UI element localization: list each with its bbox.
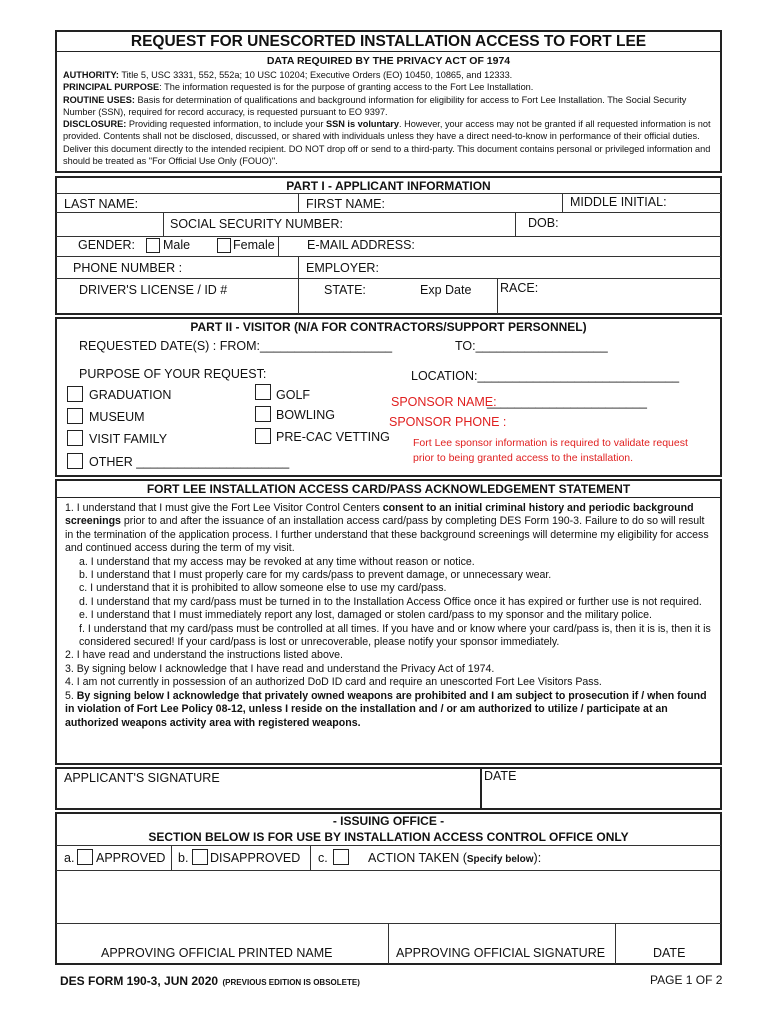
golf-label: GOLF [276, 388, 311, 402]
location-field[interactable]: LOCATION:_____________________________ [411, 369, 680, 383]
gender-female-label: Female [233, 238, 275, 252]
last-name-label: LAST NAME: [64, 197, 139, 211]
ack-heading: FORT LEE INSTALLATION ACCESS CARD/PASS ACKNOWLEDGEMENT STATEMENT [146, 482, 631, 496]
bowling-label: BOWLING [276, 408, 336, 422]
drivers-license-label: DRIVER'S LICENSE / ID # [79, 283, 228, 297]
first-name-label: FIRST NAME: [306, 197, 385, 211]
disapproved-checkbox[interactable] [192, 849, 208, 865]
gender-male-label: Male [163, 238, 191, 252]
museum-checkbox[interactable] [67, 408, 83, 424]
action-taken-label: ACTION TAKEN (Specify below): [368, 851, 542, 865]
issuing-heading: - ISSUING OFFICE - [332, 814, 445, 828]
option-a-label: a. [64, 851, 75, 865]
gender-male-checkbox[interactable] [146, 238, 160, 253]
page-number: PAGE 1 OF 2 [650, 973, 723, 987]
official-date-label[interactable]: DATE [653, 946, 686, 960]
exp-date-label: Exp Date [420, 283, 472, 297]
dob-label: DOB: [528, 216, 559, 230]
graduation-label: GRADUATION [89, 388, 172, 402]
sponsor-phone-label: SPONSOR PHONE : [389, 415, 507, 429]
part1-heading: PART I - APPLICANT INFORMATION [286, 179, 491, 193]
form-title: REQUEST FOR UNESCORTED INSTALLATION ACCESS TO FORT LEE [130, 33, 647, 50]
official-signature-label[interactable]: APPROVING OFFICIAL SIGNATURE [396, 946, 606, 960]
part2-heading: PART II - VISITOR (N/A FOR CONTRACTORS/SUPPORT PERSONNEL) [190, 320, 587, 334]
bowling-checkbox[interactable] [255, 406, 271, 422]
museum-label: MUSEUM [89, 410, 145, 424]
action-taken-checkbox[interactable] [333, 849, 349, 865]
signature-date-label[interactable]: DATE [484, 769, 517, 783]
option-c-label: c. [318, 851, 328, 865]
applicant-signature-label[interactable]: APPLICANT'S SIGNATURE [64, 771, 220, 785]
purpose-label: PURPOSE OF YOUR REQUEST: [79, 367, 267, 381]
state-label: STATE: [324, 283, 366, 297]
privacy-text: AUTHORITY: Title 5, USC 3331, 552, 552a; 10 USC 10204; Executive Orders (EO) 10450, 10865, and 12333. PRINCIPAL PURPOSE: The information requested is for the purpose of granting access to the Fort Lee Installation. ROUTINE USES: Basis for determination of qualifications and background information for eligibility for access to Fort Lee Installation. The Social Security Number (SSN), required for record accuracy, is requested pursuant to EO 9397. DISCLOSURE: Providing requested information, to include your SSN is voluntary. However, your access may not be granted if all requested information is not provided. Contents shall not be disclosed, discussed, or shared with individuals unless they have a direct need-to-know in performance of their official duties. Deliver this document directly to the intended recipient. DO NOT drop off or send to a third-party. This document contains personal or privileged information and should be treated as "For Official Use Only (FOUO)". [63, 70, 711, 167]
sponsor-note: Fort Lee sponsor information is required to validate request prior to being granted access to the installation. [413, 437, 688, 464]
golf-checkbox[interactable] [255, 384, 271, 400]
middle-initial-label: MIDDLE INITIAL: [570, 195, 667, 209]
employer-label: EMPLOYER: [306, 261, 379, 275]
sponsor-name-label: SPONSOR NAME: [391, 395, 497, 409]
other-field[interactable]: OTHER ______________________ [89, 455, 290, 469]
to-date-field[interactable]: TO:___________________ [455, 339, 608, 353]
gender-female-checkbox[interactable] [217, 238, 231, 253]
race-label: RACE: [500, 281, 539, 295]
form-number: DES FORM 190-3, JUN 2020 (PREVIOUS EDITION IS OBSOLETE) [60, 974, 360, 988]
sponsor-name-field[interactable]: _______________________ [487, 395, 647, 409]
ack-text: 1. I understand that I must give the Fort Lee Visitor Control Centers consent to an initial criminal history and periodic background screenings prior to and after the issuance of an installation access card/pass by completing DES Form 190-3. Failure to do so will result in the termination of the application process. I further understand that these background screenings will determine my eligibility for access and continued access during the term of my visit. a. I understand that my access may be revoked at any time without reason or notice. b. I understand that I must properly care for my cards/pass to prevent damage, or unnecessary wear. c. I understand that it is prohibited to allow someone else to use my card/pass. d. I understand that my card/pass must be turned in to the Installation Access Office once it has expired or further use is not required. e. I understand that I must immediately report any lost, damaged or stolen card/pass to my sponsor and the military police. f. I understand that my card/pass must be controlled at all times. If you have and or know where your card/pass is, then it is is, then it is considered secured! If your card/pass is lost or unrecoverable, please notify your sponsor immediately. 2. I have read and understand the instructions listed above. 3. By signing below I acknowledge that I have read and understand the Privacy Act of 1974. 4. I am not currently in possession of an authorized DoD ID card and require an unescorted Fort Lee Visitors Pass. 5. By signing below I acknowledge that privately owned weapons are prohibited and I am subject to prosecution if / when found in violation of Fort Lee Policy 08-12, unless I reside on the installation and / or am authorized to utilize / participate at an authorized weapons activity area with registered weapons. [65, 502, 711, 729]
option-b-label: b. [178, 851, 189, 865]
approved-checkbox[interactable] [77, 849, 93, 865]
privacy-heading: DATA REQUIRED BY THE PRIVACY ACT OF 1974 [266, 55, 511, 67]
issuing-subheading: SECTION BELOW IS FOR USE BY INSTALLATION ACCESS CONTROL OFFICE ONLY [148, 830, 629, 844]
pre-cac-checkbox[interactable] [255, 428, 271, 444]
graduation-checkbox[interactable] [67, 386, 83, 402]
email-label: E-MAIL ADDRESS: [307, 238, 415, 252]
visit-family-checkbox[interactable] [67, 430, 83, 446]
ssn-label: SOCIAL SECURITY NUMBER: [170, 217, 343, 231]
requested-dates-field[interactable]: REQUESTED DATE(S) : FROM:___________________ [79, 339, 393, 353]
official-name-label[interactable]: APPROVING OFFICIAL PRINTED NAME [101, 946, 333, 960]
visit-family-label: VISIT FAMILY [89, 432, 168, 446]
action-taken-area[interactable] [57, 871, 720, 923]
disapproved-label: DISAPPROVED [210, 851, 301, 865]
phone-label: PHONE NUMBER : [73, 261, 183, 275]
approved-label: APPROVED [96, 851, 166, 865]
gender-label: GENDER: [78, 238, 135, 252]
other-checkbox[interactable] [67, 453, 83, 469]
pre-cac-label: PRE-CAC VETTING [276, 430, 390, 444]
